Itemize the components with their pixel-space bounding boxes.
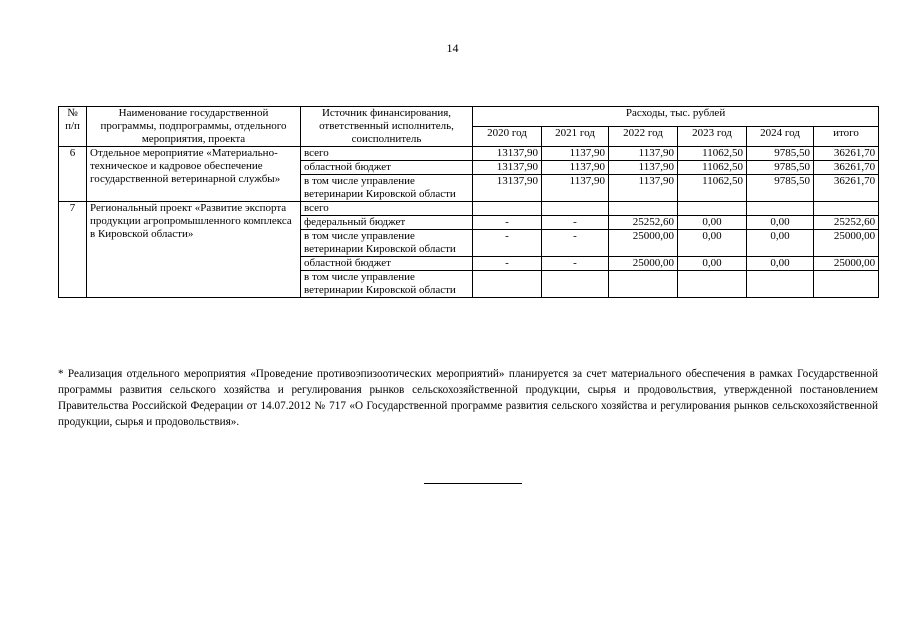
col-header-source: Источник финансирования, ответственный исполнитель, соисполнитель bbox=[301, 107, 473, 147]
col-header-year: 2024 год bbox=[747, 127, 814, 147]
value-cell: 36261,70 bbox=[814, 175, 879, 202]
value-cell: 0,00 bbox=[678, 230, 747, 257]
col-header-year: 2021 год bbox=[542, 127, 609, 147]
value-cell: 13137,90 bbox=[473, 147, 542, 161]
value-cell: 1137,90 bbox=[542, 147, 609, 161]
funding-source: областной бюджет bbox=[301, 161, 473, 175]
value-cell: 25252,60 bbox=[814, 216, 879, 230]
value-cell: 9785,50 bbox=[747, 147, 814, 161]
value-cell bbox=[678, 271, 747, 298]
value-cell bbox=[473, 202, 542, 216]
row-number: 7 bbox=[59, 202, 87, 298]
funding-source: федеральный бюджет bbox=[301, 216, 473, 230]
separator-line bbox=[424, 483, 522, 484]
value-cell: 9785,50 bbox=[747, 161, 814, 175]
value-cell: 0,00 bbox=[747, 257, 814, 271]
value-cell: 36261,70 bbox=[814, 147, 879, 161]
funding-source: областной бюджет bbox=[301, 257, 473, 271]
footnote: * Реализация отдельного мероприятия «Проведение противоэпизоотических мероприятий» планируется за счет материального обеспечения в рамках Государственной программы развития сельского хозяйства и регулирования рынков сельскохозяйственной продукции, сырья и продовольствия, утвержденной постановлением Правительства Российской Федерации от 14.07.2012 № 717 «О Государственной программе развития сельского хозяйства и регулирования рынков сельскохозяйственной продукции, сырья и продовольствия». bbox=[58, 368, 878, 428]
value-cell: 1137,90 bbox=[609, 161, 678, 175]
value-cell: 11062,50 bbox=[678, 161, 747, 175]
col-header-year: 2022 год bbox=[609, 127, 678, 147]
col-header-year: 2023 год bbox=[678, 127, 747, 147]
value-cell bbox=[542, 271, 609, 298]
value-cell bbox=[747, 202, 814, 216]
table-row bbox=[59, 147, 879, 161]
funding-source: в том числе управление ветеринарии Кировской области bbox=[301, 230, 473, 257]
col-header-expenses: Расходы, тыс. рублей bbox=[473, 107, 879, 127]
value-cell bbox=[814, 202, 879, 216]
col-header-name: Наименование государственной программы, подпрограммы, отдельного мероприятия, проекта bbox=[87, 107, 301, 147]
budget-table bbox=[58, 106, 879, 298]
value-cell: 11062,50 bbox=[678, 147, 747, 161]
value-cell: 0,00 bbox=[747, 230, 814, 257]
value-cell: 25000,00 bbox=[609, 257, 678, 271]
value-cell: 36261,70 bbox=[814, 161, 879, 175]
value-cell: 25000,00 bbox=[814, 257, 879, 271]
col-header-total: итого bbox=[814, 127, 879, 147]
value-cell: 9785,50 bbox=[747, 175, 814, 202]
value-cell: 1137,90 bbox=[542, 175, 609, 202]
value-cell bbox=[542, 202, 609, 216]
value-cell: 13137,90 bbox=[473, 161, 542, 175]
value-cell bbox=[609, 271, 678, 298]
value-cell: 25252,60 bbox=[609, 216, 678, 230]
value-cell: 1137,90 bbox=[609, 175, 678, 202]
value-cell: - bbox=[542, 216, 609, 230]
value-cell: 11062,50 bbox=[678, 175, 747, 202]
measure-name: Региональный проект «Развитие экспорта продукции агропромышленного комплекса в Кировской области» bbox=[87, 202, 301, 298]
value-cell: 13137,90 bbox=[473, 175, 542, 202]
value-cell: 25000,00 bbox=[814, 230, 879, 257]
col-header-year: 2020 год bbox=[473, 127, 542, 147]
value-cell bbox=[609, 202, 678, 216]
funding-source: в том числе управление ветеринарии Кировской области bbox=[301, 175, 473, 202]
value-cell: 0,00 bbox=[747, 216, 814, 230]
value-cell bbox=[473, 271, 542, 298]
value-cell: - bbox=[473, 257, 542, 271]
value-cell: 0,00 bbox=[678, 257, 747, 271]
page-number: 14 bbox=[446, 41, 459, 55]
value-cell: - bbox=[473, 216, 542, 230]
value-cell bbox=[814, 271, 879, 298]
funding-source: всего bbox=[301, 147, 473, 161]
value-cell: - bbox=[542, 230, 609, 257]
value-cell: - bbox=[473, 230, 542, 257]
row-number: 6 bbox=[59, 147, 87, 202]
value-cell bbox=[678, 202, 747, 216]
value-cell: 1137,90 bbox=[542, 161, 609, 175]
value-cell: - bbox=[542, 257, 609, 271]
funding-source: всего bbox=[301, 202, 473, 216]
col-header-num: № п/п bbox=[59, 107, 87, 147]
header-row bbox=[59, 107, 879, 127]
value-cell: 0,00 bbox=[678, 216, 747, 230]
value-cell: 1137,90 bbox=[609, 147, 678, 161]
measure-name: Отдельное мероприятие «Материально-техническое и кадровое обеспечение государственной ветеринарной службы» bbox=[87, 147, 301, 202]
table-row bbox=[59, 202, 879, 216]
value-cell bbox=[747, 271, 814, 298]
funding-source: в том числе управление ветеринарии Кировской области bbox=[301, 271, 473, 298]
value-cell: 25000,00 bbox=[609, 230, 678, 257]
